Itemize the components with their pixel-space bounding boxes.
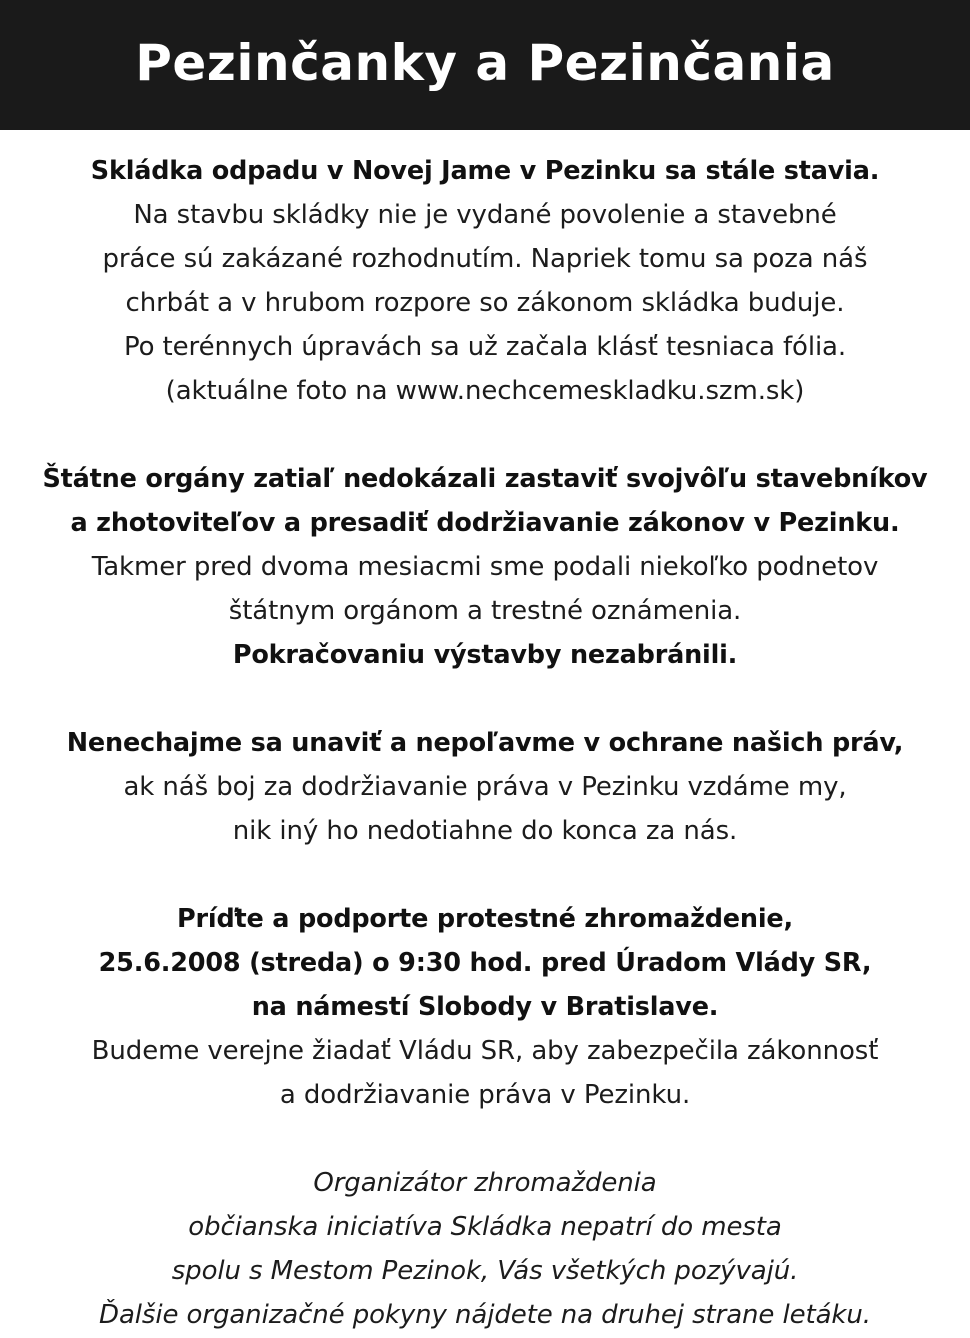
event-location-line: na námestí Slobody v Bratislave. [251,992,719,1022]
page-title: Pezinčanky a Pezinčania [135,34,835,92]
section-headline: Štátne orgány zatiaľ nedokázali zastaviť svojvôľu stavebníkov [42,464,928,494]
body-line: Po terénnych úpravách sa už začala klásť tesniaca fólia. [123,332,847,362]
body-line: štátnym orgánom a trestné oznámenia. [228,596,742,626]
body-line: Takmer pred dvoma mesiacmi sme podali niekoľko podnetov [91,552,879,582]
flyer-body [0,149,970,1337]
body-line: nik iný ho nedotiahne do konca za nás. [232,816,738,846]
section-state-authorities [10,457,960,677]
footer-line: občianska iniciatíva Skládka nepatrí do mesta [188,1212,782,1242]
footer-line: Organizátor zhromaždenia [313,1168,657,1198]
spacer [10,677,960,721]
footer-line: spolu s Mestom Pezinok, Vás všetkých pozývajú. [171,1256,799,1286]
section-landfill [10,149,960,413]
spacer [10,413,960,457]
body-line: chrbát a v hrubom rozpore so zákonom skládka buduje. [125,288,845,318]
section-protest-invitation [10,897,960,1117]
body-line: Na stavbu skládky nie je vydané povolenie a stavebné [133,200,837,230]
footer-line: Ďalšie organizačné pokyny nájdete na druhej strane letáku. [99,1300,871,1330]
header-banner [0,0,970,130]
body-line: a dodržiavanie práva v Pezinku. [279,1080,691,1110]
section-headline: Skládka odpadu v Novej Jame v Pezinku sa stále stavia. [90,156,880,186]
section-headline: Nenechajme sa unaviť a nepoľavme v ochrane našich práv, [66,728,904,758]
spacer [10,1117,960,1161]
spacer [10,853,960,897]
body-line: ak náš boj za dodržiavanie práva v Pezinku vzdáme my, [123,772,847,802]
section-appeal [10,721,960,853]
body-line: práce sú zakázané rozhodnutím. Napriek tomu sa poza náš [102,244,868,274]
section-closing: Pokračovaniu výstavby nezabránili. [232,640,738,670]
body-line: Budeme verejne žiadať Vládu SR, aby zabezpečila zákonnosť [91,1036,879,1066]
section-headline: Príďte a podporte protestné zhromaždenie, [177,904,793,934]
section-headline: a zhotoviteľov a presadiť dodržiavanie zákonov v Pezinku. [70,508,900,538]
event-date-line: 25.6.2008 (streda) o 9:30 hod. pred Úradom Vlády SR, [98,948,872,978]
organizer-footer [10,1161,960,1337]
website-line: (aktuálne foto na www.nechcemeskladku.szm.sk) [165,376,805,406]
